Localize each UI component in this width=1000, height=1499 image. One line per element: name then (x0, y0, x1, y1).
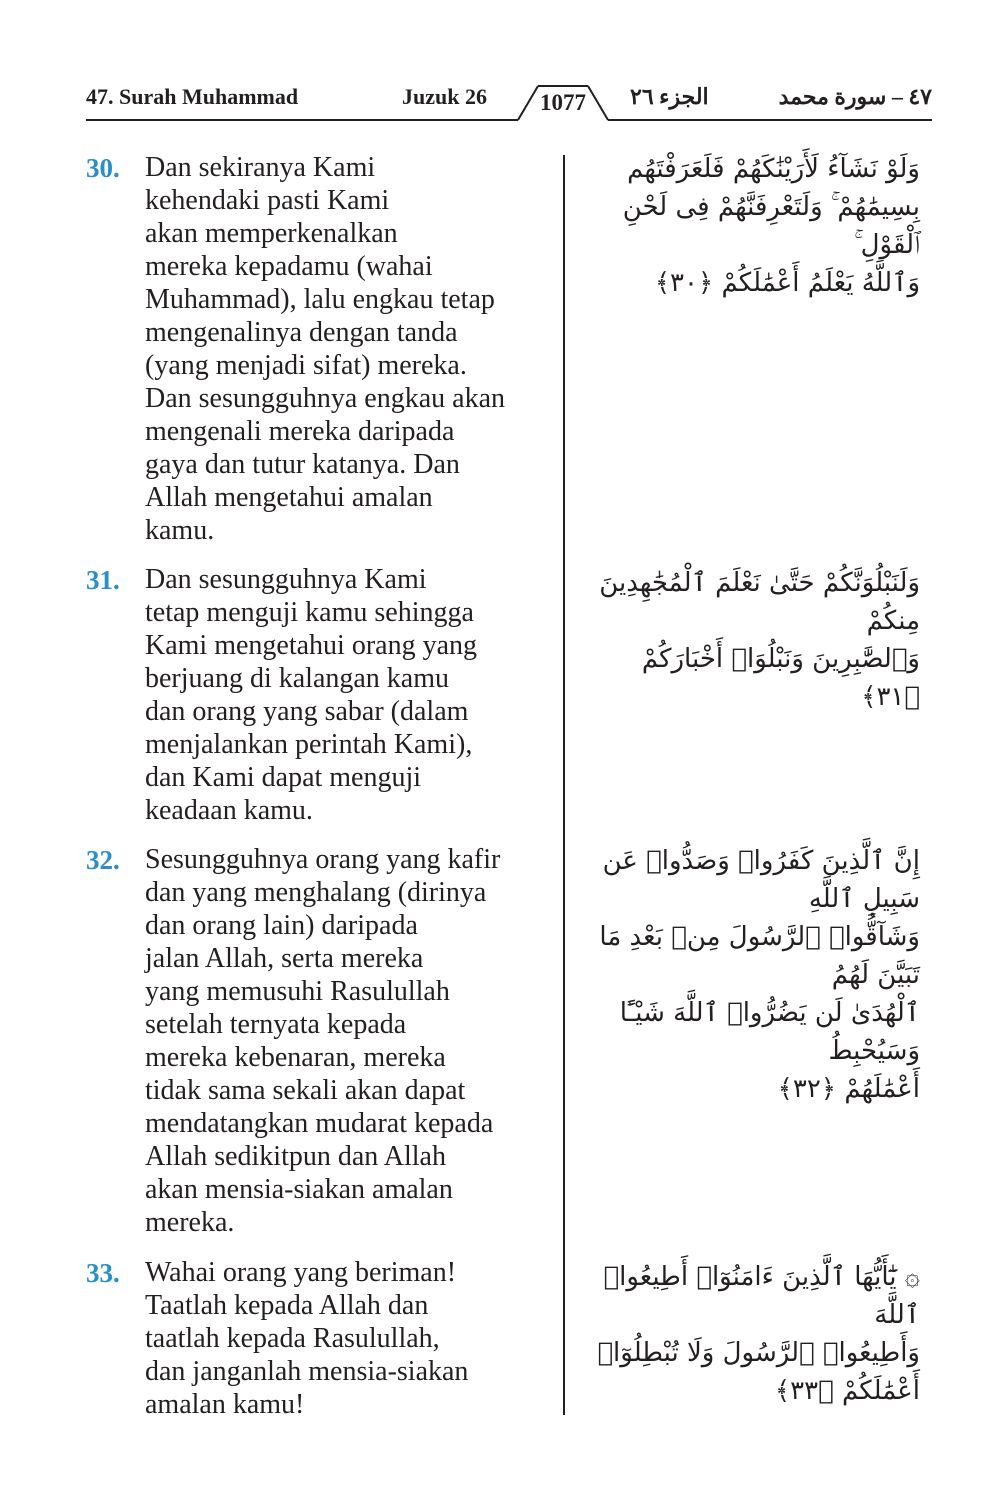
verse-number: 32. (86, 845, 120, 875)
verse-number: 31. (86, 565, 120, 595)
verse-number: 30. (86, 153, 120, 183)
juzuk-label: Juzuk 26 (402, 84, 487, 109)
verse-arabic: إِنَّ ٱلَّذِينَ كَفَرُوا۟ وَصَدُّوا۟ عَن سَبِيلِ ٱللَّهِ وَشَآقُّوا۟ ٱلرَّسُولَ مِنۢ بَعْدِ مَا تَبَيَّنَ لَهُمُ ٱلْهُدَىٰ لَن يَضُرُّوا۟ ٱللَّهَ شَيْـًٔا وَسَيُحْبِطُ أَعْمَٰلَهُمْ ﴿٣٢﴾ (599, 846, 920, 1104)
juz-label-arabic: الجزء ٢٦ (630, 84, 709, 109)
surah-title-latin: 47. Surah Muhammad (86, 84, 299, 109)
verse-arabic: وَلَنَبْلُوَنَّكُمْ حَتَّىٰ نَعْلَمَ ٱلْمُجَٰهِدِينَ مِنكُمْ وَٱلصَّٰبِرِينَ وَنَبْلُوَا۟ أَخْبَارَكُمْ ﴿٣١﴾ (599, 568, 920, 712)
verse-arabic: وَلَوْ نَشَآءُ لَأَرَيْنَٰكَهُمْ فَلَعَرَفْتَهُم بِسِيمَٰهُمْ ۚ وَلَتَعْرِفَنَّهُمْ فِى لَحْنِ ٱلْقَوْلِ ۚ وَٱللَّهُ يَعْلَمُ أَعْمَٰلَكُمْ ﴿٣٠﴾ (622, 154, 920, 298)
verse-translation: Dan sesungguhnya Kami tetap menguji kamu sehingga Kami mengetahui orang yang berjuang di kalangan kamu dan orang yang sabar (dalam menjalankan perintah Kami), dan Kami dapat menguji keadaan kamu. (145, 564, 478, 826)
verse-arabic: ۞ يَٰٓأَيُّهَا ٱلَّذِينَ ءَامَنُوٓا۟ أَطِيعُوا۟ ٱللَّهَ وَأَطِيعُوا۟ ٱلرَّسُولَ وَلَا تُبْطِلُوٓا۟ أَعْمَٰلَكُمْ ﴿٣٣﴾ (597, 1262, 920, 1406)
verse-translation: Sesungguhnya orang yang kafir dan yang menghalang (dirinya dan orang lain) daripada jalan Allah, serta mereka yang memusuhi Rasulullah setelah ternyata kepada mereka kebenaran, mereka tidak sama sekali akan dapat mendatangkan mudarat kepada Allah sedikitpun dan Allah akan mensia-siakan amalan mereka. (145, 844, 501, 1238)
surah-title-arabic: ٤٧ – سورة محمد (778, 84, 932, 109)
page-number: 1077 (540, 90, 586, 115)
verse-translation: Dan sekiranya Kami kehendaki pasti Kami akan memperkenalkan mereka kepadamu (wahai Muhammad), lalu engkau tetap mengenalinya dengan tanda (yang menjadi sifat) mereka. Dan sesungguhnya engkau akan mengenali mereka daripada gaya dan tutur katanya. Dan Allah mengetahui amalan kamu. (145, 152, 506, 546)
verse-number: 33. (86, 1258, 120, 1288)
verse-translation: Wahai orang yang beriman! Taatlah kepada Allah dan taatlah kepada Rasulullah, dan janganlah mensia-siakan amalan kamu! (145, 1257, 469, 1420)
page-header (86, 82, 932, 122)
